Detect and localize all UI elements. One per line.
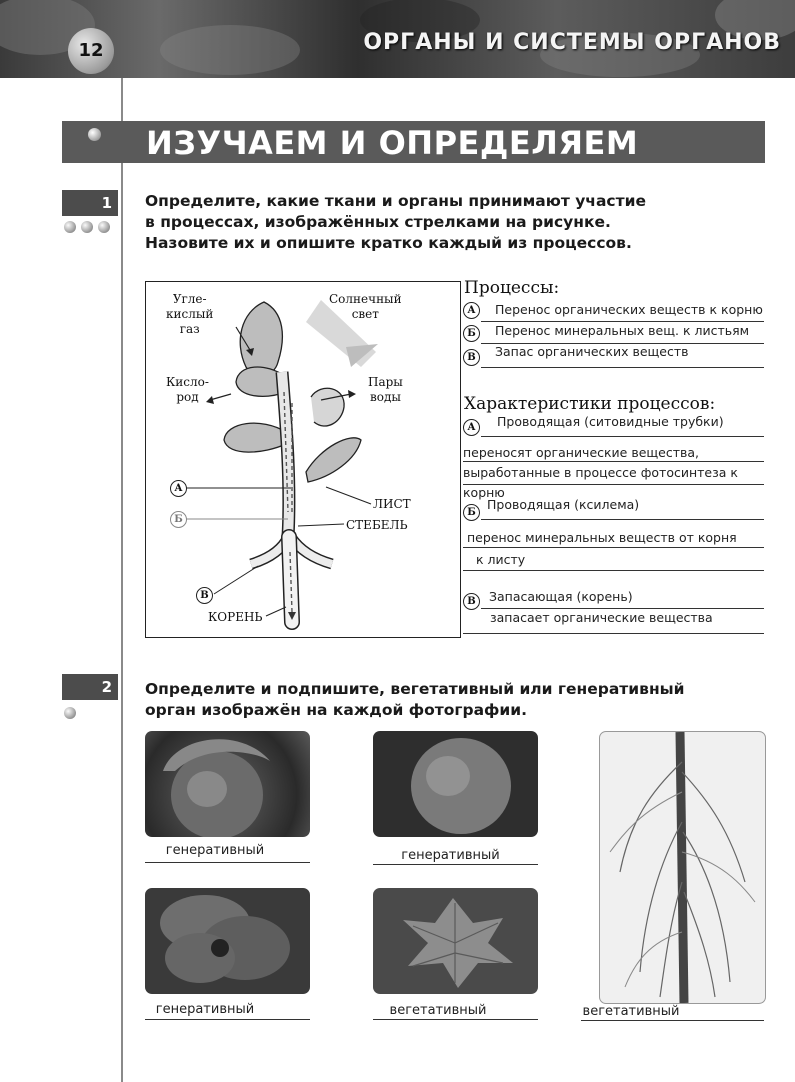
section-title: ИЗУЧАЕМ И ОПРЕДЕЛЯЕМ	[146, 124, 639, 162]
left-margin-rule	[121, 78, 123, 1082]
apple-image	[373, 731, 538, 837]
characteristic-title-a: Проводящая (ситовидные трубки)	[497, 414, 724, 429]
acorn-image	[145, 731, 310, 837]
answer-line	[463, 633, 764, 634]
characteristic-detail-a: переносят органические вещества, выработанные в процессе фотосинтеза к корню	[463, 445, 738, 500]
processes-heading: Процессы:	[464, 278, 560, 298]
photo-acorn-caption: генеративный	[165, 843, 265, 858]
photo-apple-caption: генеративный	[401, 848, 500, 863]
difficulty-dot	[98, 221, 110, 233]
task-2-text	[145, 679, 685, 721]
characteristic-marker-a: А	[463, 419, 480, 436]
difficulty-dot	[64, 221, 76, 233]
task-2-text-line: Определите и подпишите, вегетативный или генеративный	[145, 680, 685, 698]
root-system-image	[600, 732, 765, 1003]
task-1-text-line: Определите, какие ткани и органы принимают участие	[145, 192, 646, 210]
answer-line	[463, 570, 764, 571]
task-2-text-line: орган изображён на каждой фотографии.	[145, 701, 528, 719]
answer-line	[463, 484, 764, 485]
characteristic-title-b: Проводящая (ксилема)	[487, 497, 640, 512]
label-root: КОРЕНЬ	[208, 610, 263, 624]
answer-line	[481, 608, 764, 609]
answer-line	[481, 321, 764, 322]
section-bullet	[88, 128, 101, 141]
answer-line	[145, 862, 310, 863]
photo-flower-caption: генеративный	[155, 1002, 255, 1017]
label-water-vapor: Пары воды	[368, 375, 403, 404]
flower-image	[145, 888, 310, 994]
process-answer-b: Перенос минеральных вещ. к листьям	[495, 323, 750, 338]
characteristic-detail-v: запасает органические вещества	[490, 610, 713, 625]
answer-line	[373, 864, 538, 865]
leaf-image	[373, 888, 538, 994]
photo-leaf-caption: вегетативный	[389, 1003, 487, 1018]
label-carbon-dioxide: Угле- кислый газ	[166, 292, 214, 336]
answer-line	[373, 1019, 538, 1020]
characteristic-marker-b: Б	[463, 504, 480, 521]
task-1-text-line: Назовите их и опишите кратко каждый из процессов.	[145, 234, 632, 252]
photo-root-system	[599, 731, 766, 1004]
task-1-text	[145, 191, 646, 254]
answer-line	[581, 1020, 764, 1021]
task-1-number: 1	[62, 190, 118, 216]
characteristic-detail-b-2: к листу	[476, 552, 526, 567]
task-1-text-line: в процессах, изображённых стрелками на рисунке.	[145, 213, 611, 231]
photo-flower	[145, 888, 310, 994]
answer-line	[481, 367, 764, 368]
answer-line	[481, 436, 764, 437]
difficulty-dot	[81, 221, 93, 233]
process-marker-a: А	[463, 302, 480, 319]
chapter-title: ОРГАНЫ И СИСТЕМЫ ОРГАНОВ	[363, 30, 781, 55]
characteristic-title-v: Запасающая (корень)	[489, 589, 633, 604]
characteristics-heading: Характеристики процессов:	[464, 394, 716, 414]
photo-apple	[373, 731, 538, 837]
photo-root-caption: вегетативный	[582, 1004, 680, 1019]
answer-line	[463, 547, 764, 548]
page-number: 12	[68, 28, 114, 74]
process-marker-b: Б	[463, 325, 480, 342]
task-2-number: 2	[62, 674, 118, 700]
marker-b: Б	[170, 511, 187, 528]
label-oxygen: Кисло- род	[166, 375, 209, 404]
label-sunlight: Солнечный свет	[329, 292, 402, 321]
plant-diagram	[145, 281, 461, 638]
process-answer-v: Запас органических веществ	[495, 344, 689, 359]
marker-a: А	[170, 480, 187, 497]
characteristic-marker-v: В	[463, 593, 480, 610]
photo-leaf	[373, 888, 538, 994]
process-answer-a: Перенос органических веществ к корню	[495, 302, 763, 317]
marker-v: В	[196, 587, 213, 604]
answer-line	[481, 519, 764, 520]
characteristic-detail-b-1: перенос минеральных веществ от корня	[467, 530, 737, 545]
answer-line	[145, 1019, 310, 1020]
difficulty-dot	[64, 707, 76, 719]
answer-line	[463, 461, 764, 462]
process-marker-v: В	[463, 349, 480, 366]
label-leaf: ЛИСТ	[373, 497, 411, 511]
photo-acorn	[145, 731, 310, 837]
label-stem: СТЕБЕЛЬ	[346, 518, 408, 532]
